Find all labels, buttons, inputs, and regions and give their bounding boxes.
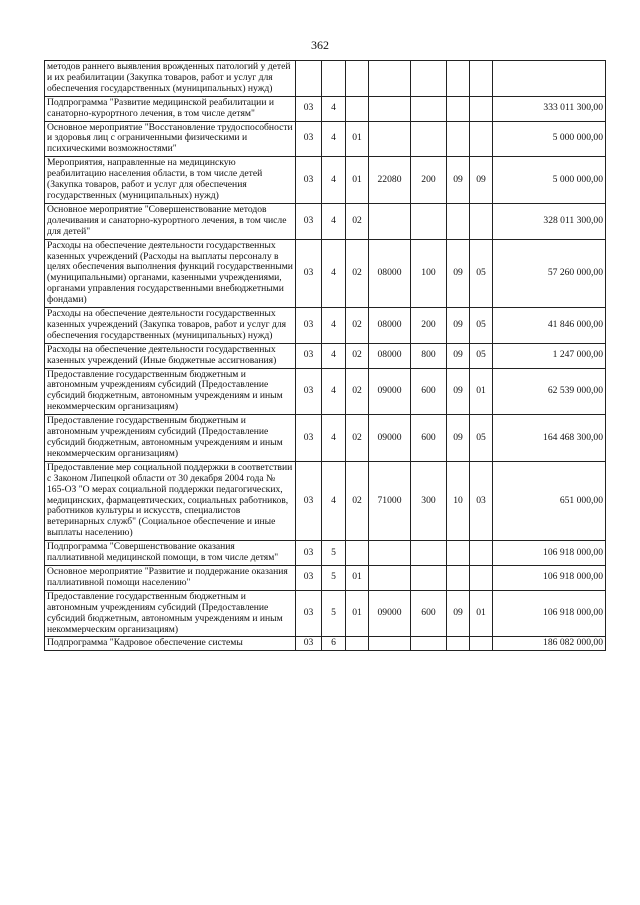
code-subprogram-cell [322, 61, 346, 97]
row-name-cell: Предоставление государственным бюджетным и автономным учреждениям субсидий (Предоставление субсидий бюджетным, автономным учреждениям и иным некоммерческим организациям) [45, 590, 296, 637]
code-event-cell: 02 [346, 415, 369, 462]
table-row [45, 308, 606, 344]
table-row [45, 61, 606, 97]
code-direction-cell: 22080 [369, 157, 411, 204]
code-expense-type-cell: 300 [411, 461, 447, 540]
code-direction-cell [369, 541, 411, 566]
code-subprogram-cell: 4 [322, 368, 346, 415]
code-subsection-cell: 03 [470, 461, 493, 540]
code-ministry-cell: 03 [296, 96, 322, 121]
row-name-cell: Подпрограмма "Совершенствование оказания паллиативной медицинской помощи, в том числе детям" [45, 541, 296, 566]
code-subprogram-cell: 4 [322, 157, 346, 204]
code-subprogram-cell: 4 [322, 203, 346, 239]
code-section-cell [447, 121, 470, 157]
table-row [45, 590, 606, 637]
code-event-cell: 02 [346, 203, 369, 239]
row-sum-cell: 57 260 000,00 [493, 239, 606, 307]
table-row [45, 343, 606, 368]
row-sum-cell: 106 918 000,00 [493, 541, 606, 566]
code-subsection-cell: 05 [470, 415, 493, 462]
row-name-cell: Предоставление государственным бюджетным и автономным учреждениям субсидий (Предоставление субсидий бюджетным, автономным учреждениям и иным некоммерческим организациям) [45, 415, 296, 462]
code-ministry-cell: 03 [296, 239, 322, 307]
row-sum-cell: 333 011 300,00 [493, 96, 606, 121]
table-row [45, 239, 606, 307]
row-name-cell: Расходы на обеспечение деятельности государственных казенных учреждений (Иные бюджетные ассигнования) [45, 343, 296, 368]
code-direction-cell: 08000 [369, 239, 411, 307]
code-subsection-cell: 01 [470, 368, 493, 415]
code-expense-type-cell [411, 637, 447, 651]
code-direction-cell [369, 121, 411, 157]
code-direction-cell [369, 637, 411, 651]
code-direction-cell: 08000 [369, 308, 411, 344]
code-subsection-cell: 01 [470, 590, 493, 637]
code-event-cell [346, 61, 369, 97]
code-expense-type-cell: 200 [411, 308, 447, 344]
code-direction-cell: 09000 [369, 415, 411, 462]
code-ministry-cell: 03 [296, 203, 322, 239]
code-subsection-cell [470, 637, 493, 651]
code-expense-type-cell: 200 [411, 157, 447, 204]
code-section-cell: 09 [447, 343, 470, 368]
table-row [45, 368, 606, 415]
code-subprogram-cell: 5 [322, 565, 346, 590]
code-direction-cell: 09000 [369, 590, 411, 637]
code-subprogram-cell: 4 [322, 239, 346, 307]
row-sum-cell: 62 539 000,00 [493, 368, 606, 415]
code-section-cell: 09 [447, 368, 470, 415]
code-ministry-cell: 03 [296, 565, 322, 590]
row-sum-cell: 106 918 000,00 [493, 590, 606, 637]
table-row [45, 203, 606, 239]
code-event-cell: 02 [346, 308, 369, 344]
code-section-cell [447, 61, 470, 97]
code-subprogram-cell: 5 [322, 590, 346, 637]
code-expense-type-cell [411, 96, 447, 121]
code-section-cell [447, 96, 470, 121]
budget-table [44, 60, 606, 651]
code-subsection-cell: 05 [470, 343, 493, 368]
code-event-cell: 02 [346, 461, 369, 540]
row-sum-cell: 164 468 300,00 [493, 415, 606, 462]
row-sum-cell: 186 082 000,00 [493, 637, 606, 651]
row-sum-cell: 328 011 300,00 [493, 203, 606, 239]
table-row [45, 565, 606, 590]
row-name-cell: Предоставление мер социальной поддержки в соответствии с Законом Липецкой области от 30 декабря 2004 года № 165-ОЗ "О мерах социальной поддержки педагогических, медицинских, фармацевтических, социальных работников, работников культуры и искусств, специалистов ветеринарных служб" (Социальное обеспечение и иные выплаты населению) [45, 461, 296, 540]
code-direction-cell [369, 565, 411, 590]
code-subprogram-cell: 4 [322, 308, 346, 344]
row-name-cell: Основное мероприятие "Совершенствование методов долечивания и санаторно-курортного лечения, в том числе для детей" [45, 203, 296, 239]
code-expense-type-cell: 100 [411, 239, 447, 307]
code-section-cell [447, 541, 470, 566]
code-subprogram-cell: 5 [322, 541, 346, 566]
code-ministry-cell [296, 61, 322, 97]
code-subprogram-cell: 4 [322, 415, 346, 462]
code-event-cell: 01 [346, 121, 369, 157]
table-row [45, 461, 606, 540]
table-row [45, 96, 606, 121]
table-row [45, 541, 606, 566]
code-expense-type-cell: 600 [411, 368, 447, 415]
code-subsection-cell: 05 [470, 239, 493, 307]
code-expense-type-cell: 800 [411, 343, 447, 368]
code-ministry-cell: 03 [296, 590, 322, 637]
code-direction-cell [369, 96, 411, 121]
row-sum-cell: 5 000 000,00 [493, 157, 606, 204]
code-expense-type-cell [411, 121, 447, 157]
code-expense-type-cell [411, 565, 447, 590]
code-event-cell: 01 [346, 590, 369, 637]
code-ministry-cell: 03 [296, 637, 322, 651]
row-sum-cell: 5 000 000,00 [493, 121, 606, 157]
code-event-cell [346, 541, 369, 566]
code-section-cell: 09 [447, 415, 470, 462]
code-subprogram-cell: 4 [322, 96, 346, 121]
code-subprogram-cell: 4 [322, 121, 346, 157]
code-expense-type-cell [411, 541, 447, 566]
code-event-cell [346, 637, 369, 651]
row-sum-cell: 651 000,00 [493, 461, 606, 540]
code-ministry-cell: 03 [296, 368, 322, 415]
row-name-cell: Мероприятия, направленные на медицинскую реабилитацию населения области, в том числе детей (Закупка товаров, работ и услуг для обеспечения государственных (муниципальных) нужд) [45, 157, 296, 204]
page-number: 362 [311, 38, 329, 52]
table-row [45, 637, 606, 651]
code-event-cell [346, 96, 369, 121]
code-subprogram-cell: 4 [322, 461, 346, 540]
table-row [45, 415, 606, 462]
code-expense-type-cell [411, 203, 447, 239]
code-direction-cell: 08000 [369, 343, 411, 368]
code-subsection-cell [470, 541, 493, 566]
code-event-cell: 01 [346, 565, 369, 590]
code-section-cell: 09 [447, 308, 470, 344]
code-subprogram-cell: 6 [322, 637, 346, 651]
code-direction-cell: 71000 [369, 461, 411, 540]
code-direction-cell: 09000 [369, 368, 411, 415]
code-section-cell [447, 565, 470, 590]
code-event-cell: 01 [346, 157, 369, 204]
row-name-cell: Подпрограмма "Развитие медицинской реабилитации и санаторно-курортного лечения, в том числе детям" [45, 96, 296, 121]
code-event-cell: 02 [346, 239, 369, 307]
code-subsection-cell [470, 121, 493, 157]
code-ministry-cell: 03 [296, 121, 322, 157]
code-ministry-cell: 03 [296, 157, 322, 204]
code-ministry-cell: 03 [296, 308, 322, 344]
row-name-cell: Расходы на обеспечение деятельности государственных казенных учреждений (Закупка товаров, работ и услуг для обеспечения государственных (муниципальных) нужд) [45, 308, 296, 344]
code-expense-type-cell [411, 61, 447, 97]
code-event-cell: 02 [346, 343, 369, 368]
row-sum-cell: 41 846 000,00 [493, 308, 606, 344]
code-subprogram-cell: 4 [322, 343, 346, 368]
row-name-cell: методов раннего выявления врожденных патологий у детей и их реабилитации (Закупка товаров, работ и услуг для обеспечения государственных (муниципальных) нужд) [45, 61, 296, 97]
code-ministry-cell: 03 [296, 343, 322, 368]
code-expense-type-cell: 600 [411, 590, 447, 637]
row-sum-cell: 1 247 000,00 [493, 343, 606, 368]
row-sum-cell: 106 918 000,00 [493, 565, 606, 590]
code-event-cell: 02 [346, 368, 369, 415]
row-name-cell: Расходы на обеспечение деятельности государственных казенных учреждений (Расходы на выплаты персоналу в целях обеспечения выполнения функций государственными (муниципальными) органами, казенными учреждениями, органами управления государственными внебюджетными фондами) [45, 239, 296, 307]
code-subsection-cell [470, 96, 493, 121]
code-subsection-cell: 09 [470, 157, 493, 204]
code-subsection-cell [470, 203, 493, 239]
row-name-cell: Подпрограмма "Кадровое обеспечение системы [45, 637, 296, 651]
code-subsection-cell: 05 [470, 308, 493, 344]
code-section-cell: 09 [447, 590, 470, 637]
code-section-cell: 10 [447, 461, 470, 540]
table-row [45, 121, 606, 157]
code-section-cell: 09 [447, 157, 470, 204]
code-subsection-cell [470, 565, 493, 590]
row-name-cell: Основное мероприятие "Восстановление трудоспособности и здоровья лиц с ограниченными физическими и психическими возможностями" [45, 121, 296, 157]
code-ministry-cell: 03 [296, 415, 322, 462]
code-section-cell: 09 [447, 239, 470, 307]
code-ministry-cell: 03 [296, 461, 322, 540]
code-direction-cell [369, 203, 411, 239]
table-row [45, 157, 606, 204]
row-name-cell: Основное мероприятие "Развитие и поддержание оказания паллиативной помощи населению" [45, 565, 296, 590]
code-direction-cell [369, 61, 411, 97]
code-expense-type-cell: 600 [411, 415, 447, 462]
row-sum-cell [493, 61, 606, 97]
code-ministry-cell: 03 [296, 541, 322, 566]
code-section-cell [447, 203, 470, 239]
code-subsection-cell [470, 61, 493, 97]
code-section-cell [447, 637, 470, 651]
row-name-cell: Предоставление государственным бюджетным и автономным учреждениям субсидий (Предоставление субсидий бюджетным, автономным учреждениям и иным некоммерческим организациям) [45, 368, 296, 415]
